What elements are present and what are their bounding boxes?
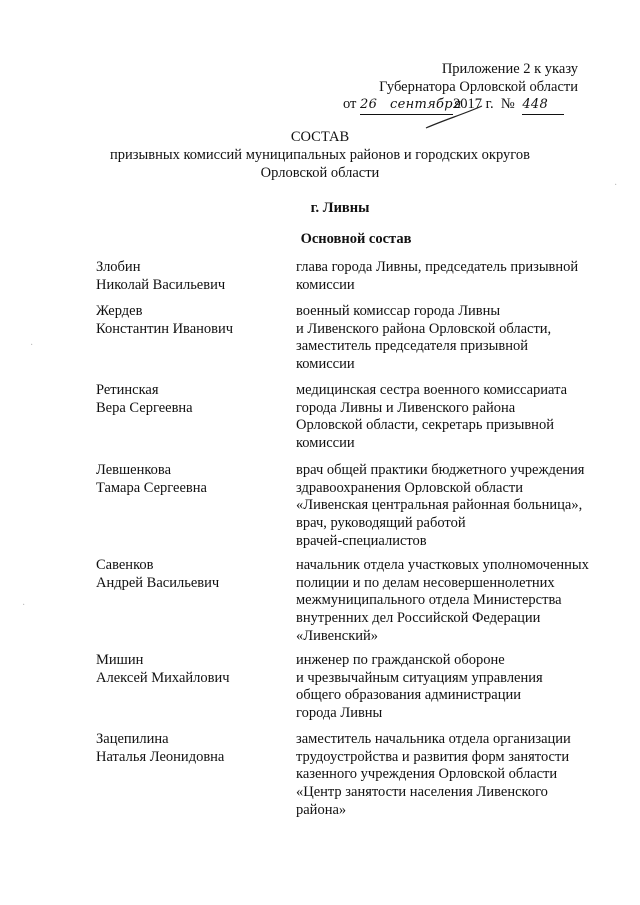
member-position-line: врач общей практики бюджетного учреждения [296,462,585,478]
member-position-line: заместитель председателя призывной [296,338,528,355]
member-given-names: Наталья Леонидовна [96,748,225,765]
member-given-names: Тамара Сергеевна [96,479,207,496]
appendix-title: Приложение 2 к указу [441,61,578,77]
document-subtitle-line2: Орловской области [260,165,380,181]
member-position-line: заместитель начальника отдела организации [296,731,571,747]
member-position-line: глава города Ливны, председатель призывной [296,259,579,275]
member-position [296,303,626,374]
member-name [96,382,276,417]
appendix-issuer: Губернатора Орловской области [379,79,578,95]
member-name [96,303,276,338]
member-surname: Злобин [96,259,141,275]
signature-stroke-icon [424,104,484,130]
member-name [96,652,276,687]
scan-mark: · [614,180,618,191]
member-position [296,557,626,646]
member-position-line: города Ливны и Ливенского района [296,399,516,416]
member-position-line: города Ливны [296,705,383,722]
city-heading: г. Ливны [310,200,370,216]
number-sign: № [500,96,515,112]
member-position-line: комиссии [296,435,355,452]
scan-mark: · [22,600,26,611]
member-position-line: здравоохранения Орловской области [296,479,523,496]
member-surname: Жердев [96,303,143,319]
member-position-line: «Центр занятости населения Ливенского [296,784,548,801]
document-subtitle-line1: призывных комиссий муниципальных районов и городских округов [110,147,530,163]
member-position [296,382,626,453]
handwritten-month: сентября [390,96,453,115]
member-position-line: внутренних дел Российской Федерации [296,610,541,627]
scan-mark: · [30,340,34,351]
member-position-line: медицинская сестра военного комиссариата [296,382,568,398]
member-name [96,259,276,294]
member-position-line: комиссии [296,356,355,373]
document-title: СОСТАВ [290,129,350,145]
member-surname: Зацепилина [96,731,169,747]
member-position-line: района» [296,801,347,818]
member-surname: Мишин [96,652,144,668]
member-given-names: Николай Васильевич [96,276,226,293]
member-given-names: Вера Сергеевна [96,399,193,416]
member-name [96,731,276,766]
member-position-line: Орловской области, секретарь призывной [296,417,554,434]
handwritten-day: 26 [360,96,390,115]
member-position-line: «Ливенская центральная районная больница», [296,497,583,514]
member-position-line: врачей-специалистов [296,532,427,549]
member-position-line: «Ливенский» [296,627,379,644]
member-given-names: Константин Иванович [96,320,234,337]
member-name [96,557,276,592]
member-position [296,731,626,820]
member-position-line: и Ливенского района Орловской области, [296,320,552,337]
date-prefix: от [343,96,357,112]
member-name [96,462,276,497]
member-position-line: инженер по гражданской обороне [296,652,505,668]
member-position-line: комиссии [296,276,355,293]
section-heading: Основной состав [300,231,412,247]
member-position-line: и чрезвычайным ситуациям управления [296,669,543,686]
member-surname: Ретинская [96,382,159,398]
member-position [296,652,626,723]
member-given-names: Алексей Михайлович [96,669,230,686]
member-position-line: врач, руководящий работой [296,515,466,532]
member-surname: Савенков [96,557,154,573]
date-year: 2017 г. [453,96,494,112]
member-position-line: полиции и по делам несовершеннолетних [296,574,555,591]
handwritten-decree-number: 448 [522,96,564,115]
member-given-names: Андрей Васильевич [96,574,220,591]
member-position-line: казенного учреждения Орловской области [296,766,558,783]
member-surname: Левшенкова [96,462,172,478]
member-position-line: начальник отдела участковых уполномоченных [296,557,589,573]
member-position [296,259,626,294]
member-position-line: военный комиссар города Ливны [296,303,501,319]
member-position-line: межмуниципального отдела Министерства [296,592,562,609]
member-position-line: общего образования администрации [296,687,521,704]
member-position [296,462,626,551]
member-position-line: трудоустройства и развития форм занятости [296,748,570,765]
